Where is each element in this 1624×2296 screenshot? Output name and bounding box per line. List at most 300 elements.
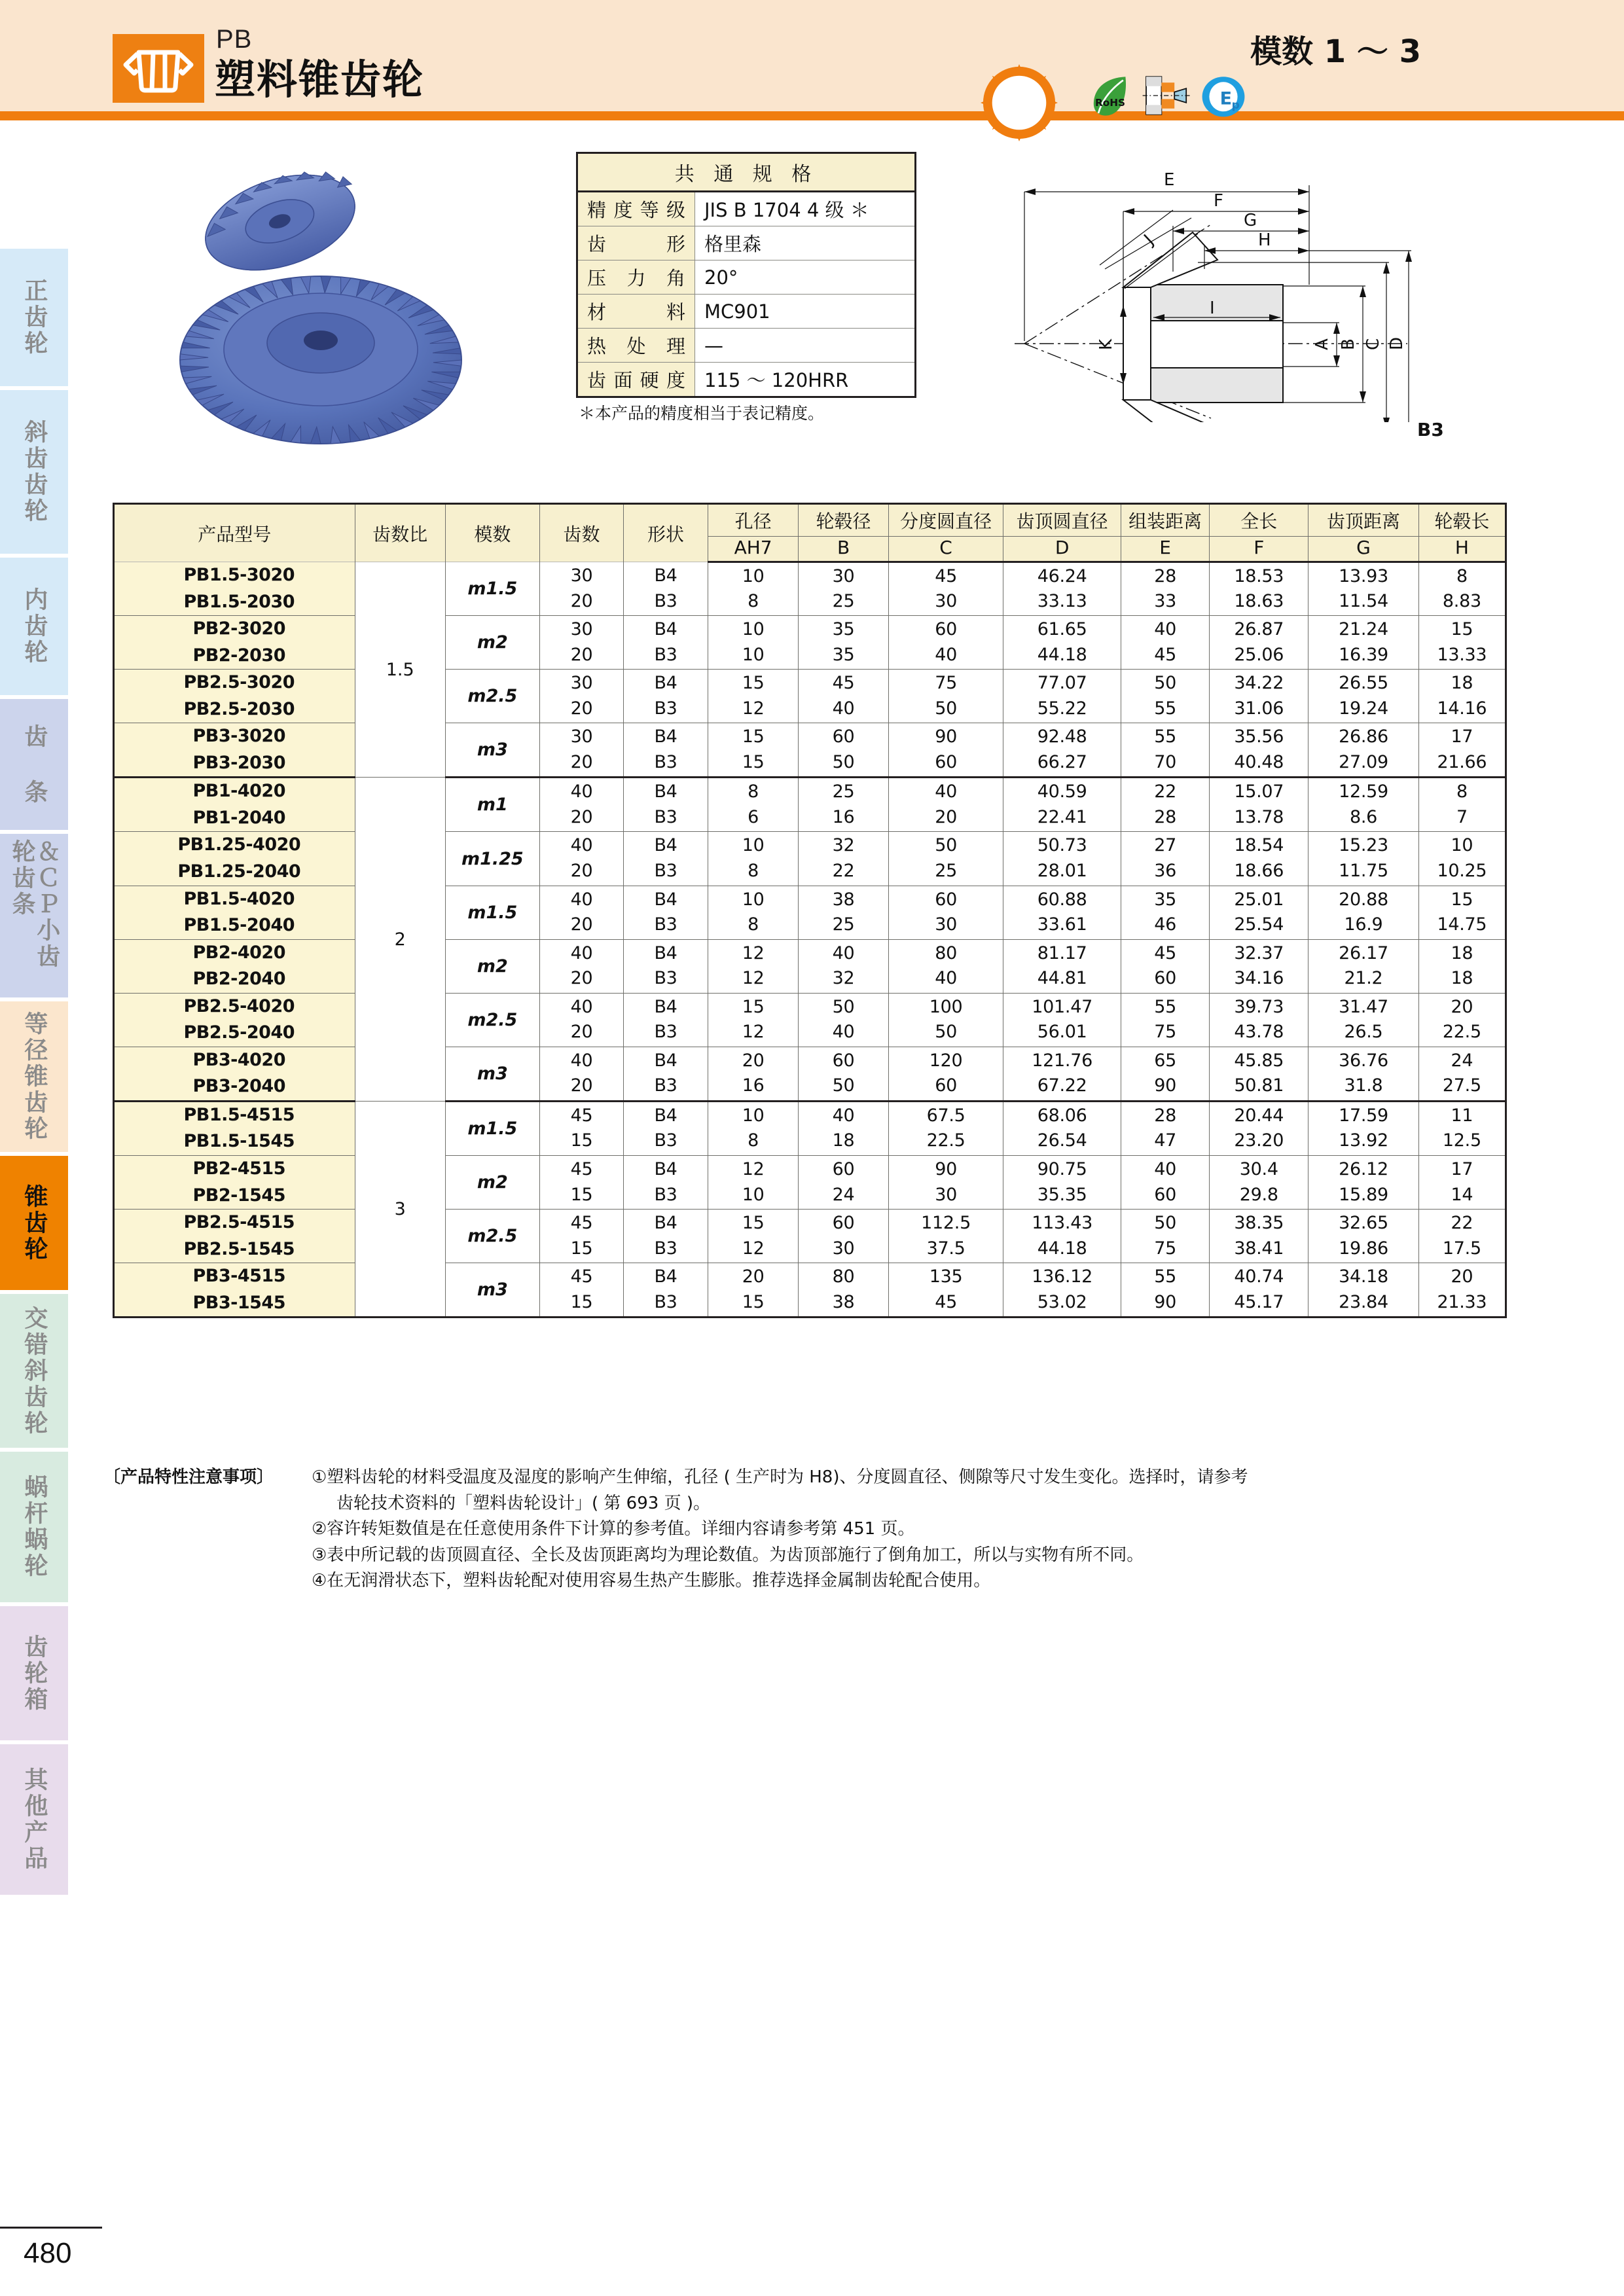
cell-E: 40 45: [1121, 616, 1210, 670]
model-name: PB2-1545: [192, 1185, 286, 1206]
cell-E: 28 33: [1121, 562, 1210, 616]
cell-D: 46.24 33.13: [1003, 562, 1121, 616]
col-total-length: 全长: [1210, 504, 1308, 537]
table-row: [114, 1156, 1506, 1210]
model-name: PB2-2030: [192, 645, 286, 666]
cell-C: 67.5 22.5: [888, 1101, 1003, 1155]
note-line: 齿轮技术资料的「塑料齿轮设计」( 第 693 页 )。: [336, 1493, 710, 1513]
cell-G: 12.59 8.6: [1308, 778, 1419, 832]
col-pitch-diameter: 分度圆直径: [888, 504, 1003, 537]
cell-B: 25 16: [799, 778, 888, 832]
sidebar-item-label: 交错斜齿轮: [20, 1305, 48, 1437]
sidebar-item-label: 内齿轮: [20, 587, 48, 666]
cell-shape: B4 B3: [624, 1263, 708, 1318]
cell-teeth: 45 15: [539, 1263, 623, 1318]
col-mounting-distance: 组装距离: [1121, 504, 1210, 537]
cell-F: 30.4 29.8: [1210, 1156, 1308, 1210]
cell-B: 40 32: [799, 939, 888, 993]
cell-B: 45 40: [799, 670, 888, 723]
cell-module: m3: [445, 1263, 539, 1318]
model-name: PB1.5-2030: [183, 591, 295, 612]
spec-value: MC901: [695, 295, 916, 329]
cell-H: 15 13.33: [1418, 616, 1506, 670]
cell-shape: B4 B3: [624, 832, 708, 886]
cell-D: 81.17 44.81: [1003, 939, 1121, 993]
sidebar-item-label: 等径锥齿轮: [20, 1011, 48, 1142]
cell-shape: B4 B3: [624, 562, 708, 616]
cell-C: 120 60: [888, 1047, 1003, 1101]
cell-C: 90 60: [888, 723, 1003, 778]
dim-label-E: E: [1164, 170, 1175, 190]
cell-H: 22 17.5: [1418, 1210, 1506, 1263]
dim-label-D: D: [1387, 336, 1407, 350]
cell-D: 121.76 67.22: [1003, 1047, 1121, 1101]
cell-F: 25.01 25.54: [1210, 886, 1308, 939]
table-header: [114, 504, 1506, 562]
cell-H: 8 8.83: [1418, 562, 1506, 616]
cell-module: m3: [445, 1047, 539, 1101]
spec-table-note: ＊本产品的精度相当于表记精度。: [579, 404, 825, 423]
col-sub-B: B: [799, 537, 888, 562]
cell-F: 26.87 25.06: [1210, 616, 1308, 670]
cell-B: 38 25: [799, 886, 888, 939]
note-line: ④在无润滑状态下，塑料齿轮配对使用容易生热产生膨胀。推荐选择金属制齿轮配合使用。: [312, 1571, 991, 1591]
col-hub-length: 轮毂长: [1418, 504, 1506, 537]
cell-product-model: [114, 1263, 355, 1318]
cell-product-model: [114, 832, 355, 886]
cell-B: 60 24: [799, 1156, 888, 1210]
sidebar-item-6[interactable]: [0, 1156, 68, 1290]
cell-C: 90 30: [888, 1156, 1003, 1210]
cell-product-model: [114, 993, 355, 1047]
cell-H: 18 14.16: [1418, 670, 1506, 723]
cell-H: 10 10.25: [1418, 832, 1506, 886]
cell-B: 60 50: [799, 723, 888, 778]
table-row: [114, 1047, 1506, 1101]
col-sub-C: C: [888, 537, 1003, 562]
module-range-label: 模数 1 〜 3: [1250, 33, 1421, 70]
cell-module: m1.25: [445, 832, 539, 886]
spec-key: 压力角: [577, 260, 695, 295]
page-header: [0, 0, 1624, 111]
model-name: PB1.5-1545: [183, 1131, 295, 1152]
dim-label-K: K: [1096, 338, 1116, 350]
cell-module: m2.5: [445, 1210, 539, 1263]
product-notes: [103, 1465, 1530, 1594]
table-row: [114, 1210, 1506, 1263]
cell-product-model: [114, 723, 355, 778]
sidebar-item-label: 蜗杆蜗轮: [20, 1475, 48, 1579]
cell-C: 60 30: [888, 886, 1003, 939]
col-shape: 形状: [624, 504, 708, 562]
cell-product-model: [114, 562, 355, 616]
dim-label-I: I: [1210, 298, 1215, 318]
model-name: PB1.5-2040: [183, 915, 295, 936]
spec-value: —: [695, 329, 916, 363]
spec-key: 材 料: [577, 295, 695, 329]
cell-product-model: [114, 1047, 355, 1101]
cell-F: 38.35 38.41: [1210, 1210, 1308, 1263]
model-name: PB2-4515: [192, 1158, 286, 1179]
sidebar-item-label: 正齿轮: [20, 278, 48, 357]
cell-A: 15 12: [708, 670, 799, 723]
cell-F: 35.56 40.48: [1210, 723, 1308, 778]
cell-module: m2.5: [445, 993, 539, 1047]
cell-B: 60 50: [799, 1047, 888, 1101]
table-row: [114, 1101, 1506, 1155]
header-rule: [0, 111, 1624, 120]
bevel-gear-logo-icon: [113, 34, 204, 103]
cell-C: 100 50: [888, 993, 1003, 1047]
drawing-shape-label: B3: [1417, 419, 1444, 440]
cell-teeth: 30 20: [539, 616, 623, 670]
ep-drop-icon: [1200, 72, 1247, 119]
page-title: 塑料锥齿轮: [215, 56, 425, 103]
cell-D: 50.73 28.01: [1003, 832, 1121, 886]
cell-B: 60 30: [799, 1210, 888, 1263]
col-tip-distance: 齿顶距离: [1308, 504, 1419, 537]
cell-shape: B4 B3: [624, 1101, 708, 1155]
model-name: PB2-3020: [192, 619, 286, 639]
model-name: PB1.5-3020: [183, 565, 295, 585]
cell-C: 40 20: [888, 778, 1003, 832]
col-sub-A: AH7: [708, 537, 799, 562]
cell-E: 50 55: [1121, 670, 1210, 723]
sidebar-item-label: ＆ＣＰ小齿轮齿条: [9, 839, 60, 970]
col-gear-ratio: 齿数比: [355, 504, 445, 562]
sidebar-item-8[interactable]: [0, 1452, 68, 1602]
model-name: PB3-3020: [192, 726, 286, 747]
cell-F: 18.54 18.66: [1210, 832, 1308, 886]
cell-product-model: [114, 1101, 355, 1155]
notes-body: [312, 1465, 1530, 1594]
cell-A: 10 8: [708, 832, 799, 886]
cell-module: m1.5: [445, 1101, 539, 1155]
dim-label-F: F: [1214, 191, 1223, 211]
product-spec-table: [113, 503, 1507, 1318]
cell-F: 40.74 45.17: [1210, 1263, 1308, 1318]
cell-product-model: [114, 778, 355, 832]
cell-E: 55 90: [1121, 1263, 1210, 1318]
cell-A: 15 12: [708, 1210, 799, 1263]
model-name: PB2.5-3020: [183, 672, 295, 693]
cell-G: 32.65 19.86: [1308, 1210, 1419, 1263]
cell-A: 12 10: [708, 1156, 799, 1210]
col-sub-D: D: [1003, 537, 1121, 562]
cell-C: 135 45: [888, 1263, 1003, 1318]
spec-value: 20°: [695, 260, 916, 295]
cell-teeth: 30 20: [539, 562, 623, 616]
cell-teeth: 40 20: [539, 1047, 623, 1101]
cell-A: 20 15: [708, 1263, 799, 1318]
cell-product-model: [114, 939, 355, 993]
cell-F: 32.37 34.16: [1210, 939, 1308, 993]
cell-product-model: [114, 1210, 355, 1263]
cell-G: 34.18 23.84: [1308, 1263, 1419, 1318]
cell-E: 50 75: [1121, 1210, 1210, 1263]
col-sub-G: G: [1308, 537, 1419, 562]
table-row: [114, 886, 1506, 939]
table-row: [114, 1263, 1506, 1318]
cell-teeth: 40 20: [539, 993, 623, 1047]
dimension-drawing: [1001, 154, 1532, 422]
cell-D: 40.59 22.41: [1003, 778, 1121, 832]
cell-C: 45 30: [888, 562, 1003, 616]
cell-module: m2: [445, 939, 539, 993]
cell-shape: B4 B3: [624, 778, 708, 832]
spec-key: 精度等级: [577, 192, 695, 226]
footer-rule: [0, 2227, 102, 2229]
cell-shape: B4 B3: [624, 670, 708, 723]
page-number: 480: [24, 2237, 72, 2269]
cell-product-model: [114, 886, 355, 939]
cell-teeth: 40 20: [539, 939, 623, 993]
cell-H: 18 18: [1418, 939, 1506, 993]
cell-shape: B4 B3: [624, 993, 708, 1047]
cell-F: 18.53 18.63: [1210, 562, 1308, 616]
col-sub-E: E: [1121, 537, 1210, 562]
cell-gear-ratio: 1.5: [355, 562, 445, 778]
model-name: PB1-4020: [192, 781, 286, 802]
model-name: PB1-2040: [192, 807, 286, 828]
cell-module: m2: [445, 1156, 539, 1210]
cell-G: 31.47 26.5: [1308, 993, 1419, 1047]
note-line: ①塑料齿轮的材料受温度及湿度的影响产生伸缩，孔径 ( 生产时为 H8)、分度圆直径、侧隙等尺寸发生变化。选择时，请参考: [312, 1467, 1248, 1487]
cell-shape: B4 B3: [624, 1156, 708, 1210]
cell-teeth: 40 20: [539, 778, 623, 832]
cell-G: 26.17 21.2: [1308, 939, 1419, 993]
certification-icons: [1087, 72, 1247, 119]
sidebar-item-1[interactable]: [0, 390, 68, 554]
cell-G: 26.12 15.89: [1308, 1156, 1419, 1210]
model-name: PB3-1545: [192, 1292, 286, 1313]
cell-D: 113.43 44.18: [1003, 1210, 1121, 1263]
note-line: ③表中所记载的齿顶圆直径、全长及齿顶距离均为理论数值。为齿顶部施行了倒角加工，所以与实物有所不同。: [312, 1545, 1144, 1565]
table-row: [114, 993, 1506, 1047]
cell-D: 68.06 26.54: [1003, 1101, 1121, 1155]
cell-D: 101.47 56.01: [1003, 993, 1121, 1047]
cell-F: 15.07 13.78: [1210, 778, 1308, 832]
cell-module: m1: [445, 778, 539, 832]
dim-label-B: B: [1339, 338, 1358, 350]
table-row: [114, 670, 1506, 723]
rohs-leaf-icon: [1087, 72, 1134, 119]
model-name: PB1.25-2040: [177, 861, 301, 882]
model-name: PB1.5-4020: [183, 888, 295, 909]
sidebar-item-label: 斜齿齿轮: [20, 420, 48, 524]
cell-E: 35 46: [1121, 886, 1210, 939]
cell-G: 17.59 13.92: [1308, 1101, 1419, 1155]
table-row: [114, 723, 1506, 778]
model-name: PB2.5-4020: [183, 996, 295, 1016]
model-name: PB1.5-4515: [183, 1104, 295, 1125]
col-sub-H: H: [1418, 537, 1506, 562]
cell-gear-ratio: 3: [355, 1101, 445, 1317]
dim-label-C: C: [1363, 338, 1383, 350]
cell-teeth: 45 15: [539, 1210, 623, 1263]
cell-module: m3: [445, 723, 539, 778]
cell-E: 45 60: [1121, 939, 1210, 993]
dim-label-G: G: [1244, 211, 1257, 230]
cell-shape: B4 B3: [624, 939, 708, 993]
cell-A: 10 8: [708, 1101, 799, 1155]
sidebar-item-5[interactable]: [0, 1001, 68, 1152]
sidebar-item-7[interactable]: [0, 1294, 68, 1448]
cell-F: 39.73 43.78: [1210, 993, 1308, 1047]
model-name: PB2.5-4515: [183, 1212, 295, 1233]
svg-text:E: E: [1219, 88, 1233, 109]
cell-G: 20.88 16.9: [1308, 886, 1419, 939]
table-row: [114, 832, 1506, 886]
cell-E: 65 90: [1121, 1047, 1210, 1101]
cell-C: 60 40: [888, 616, 1003, 670]
sidebar-item-10[interactable]: [0, 1744, 68, 1895]
sidebar-item-label: 锥齿轮: [20, 1183, 48, 1263]
notes-title: 〔产品特性注意事项〕: [103, 1467, 274, 1487]
sidebar-item-4[interactable]: [0, 834, 68, 997]
cell-H: 20 21.33: [1418, 1263, 1506, 1318]
model-name: PB2-2040: [192, 969, 286, 990]
sidebar-item-0[interactable]: [0, 249, 68, 386]
table-row: [114, 778, 1506, 832]
col-sub-F: F: [1210, 537, 1308, 562]
cell-H: 11 12.5: [1418, 1101, 1506, 1155]
cell-B: 30 25: [799, 562, 888, 616]
cell-product-model: [114, 1156, 355, 1210]
gear-section-icon: [1140, 72, 1193, 119]
cell-B: 80 38: [799, 1263, 888, 1318]
cell-G: 36.76 31.8: [1308, 1047, 1419, 1101]
cell-F: 20.44 23.20: [1210, 1101, 1308, 1155]
col-teeth-count: 齿数: [539, 504, 623, 562]
model-name: PB3-2030: [192, 752, 286, 773]
model-name: PB2.5-2040: [183, 1022, 295, 1043]
cell-G: 15.23 11.75: [1308, 832, 1419, 886]
sidebar-item-9[interactable]: [0, 1606, 68, 1740]
cell-A: 10 10: [708, 616, 799, 670]
cell-product-model: [114, 616, 355, 670]
col-hub-diameter: 轮毂径: [799, 504, 888, 537]
cell-teeth: 45 15: [539, 1101, 623, 1155]
dim-label-A: A: [1312, 338, 1332, 350]
model-name: PB3-2040: [192, 1076, 286, 1097]
cell-C: 112.5 37.5: [888, 1210, 1003, 1263]
cell-module: m2.5: [445, 670, 539, 723]
table-row: [114, 562, 1506, 616]
cell-D: 61.65 44.18: [1003, 616, 1121, 670]
dim-label-J: J: [1140, 230, 1158, 249]
spec-key: 齿面硬度: [577, 363, 695, 397]
cell-C: 75 50: [888, 670, 1003, 723]
sidebar-item-2[interactable]: [0, 558, 68, 695]
cell-A: 10 8: [708, 886, 799, 939]
sidebar-item-label: 其他产品: [20, 1767, 48, 1872]
spec-key: 热处理: [577, 329, 695, 363]
cell-shape: B4 B3: [624, 1210, 708, 1263]
cell-teeth: 30 20: [539, 670, 623, 723]
cell-C: 80 40: [888, 939, 1003, 993]
cell-D: 77.07 55.22: [1003, 670, 1121, 723]
model-name: PB3-4515: [192, 1266, 286, 1287]
cell-E: 22 28: [1121, 778, 1210, 832]
cell-G: 26.86 27.09: [1308, 723, 1419, 778]
gear-badge-icon: [981, 64, 1058, 141]
model-name: PB1.25-4020: [177, 834, 301, 855]
spec-key: 齿 形: [577, 226, 695, 260]
cell-B: 32 22: [799, 832, 888, 886]
col-module: 模数: [445, 504, 539, 562]
cell-teeth: 40 20: [539, 886, 623, 939]
cell-D: 60.88 33.61: [1003, 886, 1121, 939]
spec-table-title: 共 通 规 格: [577, 153, 916, 192]
col-tip-diameter: 齿顶圆直径: [1003, 504, 1121, 537]
cell-H: 8 7: [1418, 778, 1506, 832]
table-row: [114, 616, 1506, 670]
cell-shape: B4 B3: [624, 886, 708, 939]
svg-text:p: p: [1231, 98, 1240, 112]
cell-H: 24 27.5: [1418, 1047, 1506, 1101]
col-product-model: 产品型号: [114, 504, 355, 562]
dim-label-H: H: [1258, 230, 1271, 250]
product-photo: [118, 144, 576, 484]
cell-module: m1.5: [445, 886, 539, 939]
cell-H: 17 21.66: [1418, 723, 1506, 778]
cell-teeth: 30 20: [539, 723, 623, 778]
cell-E: 28 47: [1121, 1101, 1210, 1155]
cell-D: 92.48 66.27: [1003, 723, 1121, 778]
cell-A: 15 15: [708, 723, 799, 778]
cell-C: 50 25: [888, 832, 1003, 886]
cell-gear-ratio: 2: [355, 778, 445, 1102]
cell-A: 8 6: [708, 778, 799, 832]
cell-product-model: [114, 670, 355, 723]
spec-value: JIS B 1704 4 级 ＊: [695, 192, 916, 226]
cell-A: 15 12: [708, 993, 799, 1047]
cell-B: 40 18: [799, 1101, 888, 1155]
spec-value: 格里森: [695, 226, 916, 260]
cell-shape: B4 B3: [624, 723, 708, 778]
sidebar-item-3[interactable]: [0, 699, 68, 830]
cell-D: 90.75 35.35: [1003, 1156, 1121, 1210]
cell-F: 34.22 31.06: [1210, 670, 1308, 723]
brand-code: PB: [216, 25, 253, 54]
cell-A: 12 12: [708, 939, 799, 993]
cell-teeth: 40 20: [539, 832, 623, 886]
model-name: PB3-4020: [192, 1049, 286, 1070]
common-spec-table: [576, 152, 916, 398]
cell-E: 55 70: [1121, 723, 1210, 778]
spec-value: 115 〜 120HRR: [695, 363, 916, 397]
table-row: [114, 939, 1506, 993]
cell-G: 21.24 16.39: [1308, 616, 1419, 670]
cell-B: 35 35: [799, 616, 888, 670]
cell-G: 26.55 19.24: [1308, 670, 1419, 723]
svg-text:RoHS: RoHS: [1094, 97, 1126, 109]
cell-E: 40 60: [1121, 1156, 1210, 1210]
note-line: ②容许转矩数值是在任意使用条件下计算的参考值。详细内容请参考第 451 页。: [312, 1519, 915, 1539]
sidebar-item-label: 齿轮箱: [20, 1634, 48, 1713]
cell-teeth: 45 15: [539, 1156, 623, 1210]
cell-E: 55 75: [1121, 993, 1210, 1047]
cell-D: 136.12 53.02: [1003, 1263, 1121, 1318]
cell-H: 20 22.5: [1418, 993, 1506, 1047]
sidebar-item-label: 齿 条: [20, 723, 48, 806]
cell-A: 10 8: [708, 562, 799, 616]
cell-module: m1.5: [445, 562, 539, 616]
cell-shape: B4 B3: [624, 1047, 708, 1101]
cell-A: 20 16: [708, 1047, 799, 1101]
cell-H: 15 14.75: [1418, 886, 1506, 939]
